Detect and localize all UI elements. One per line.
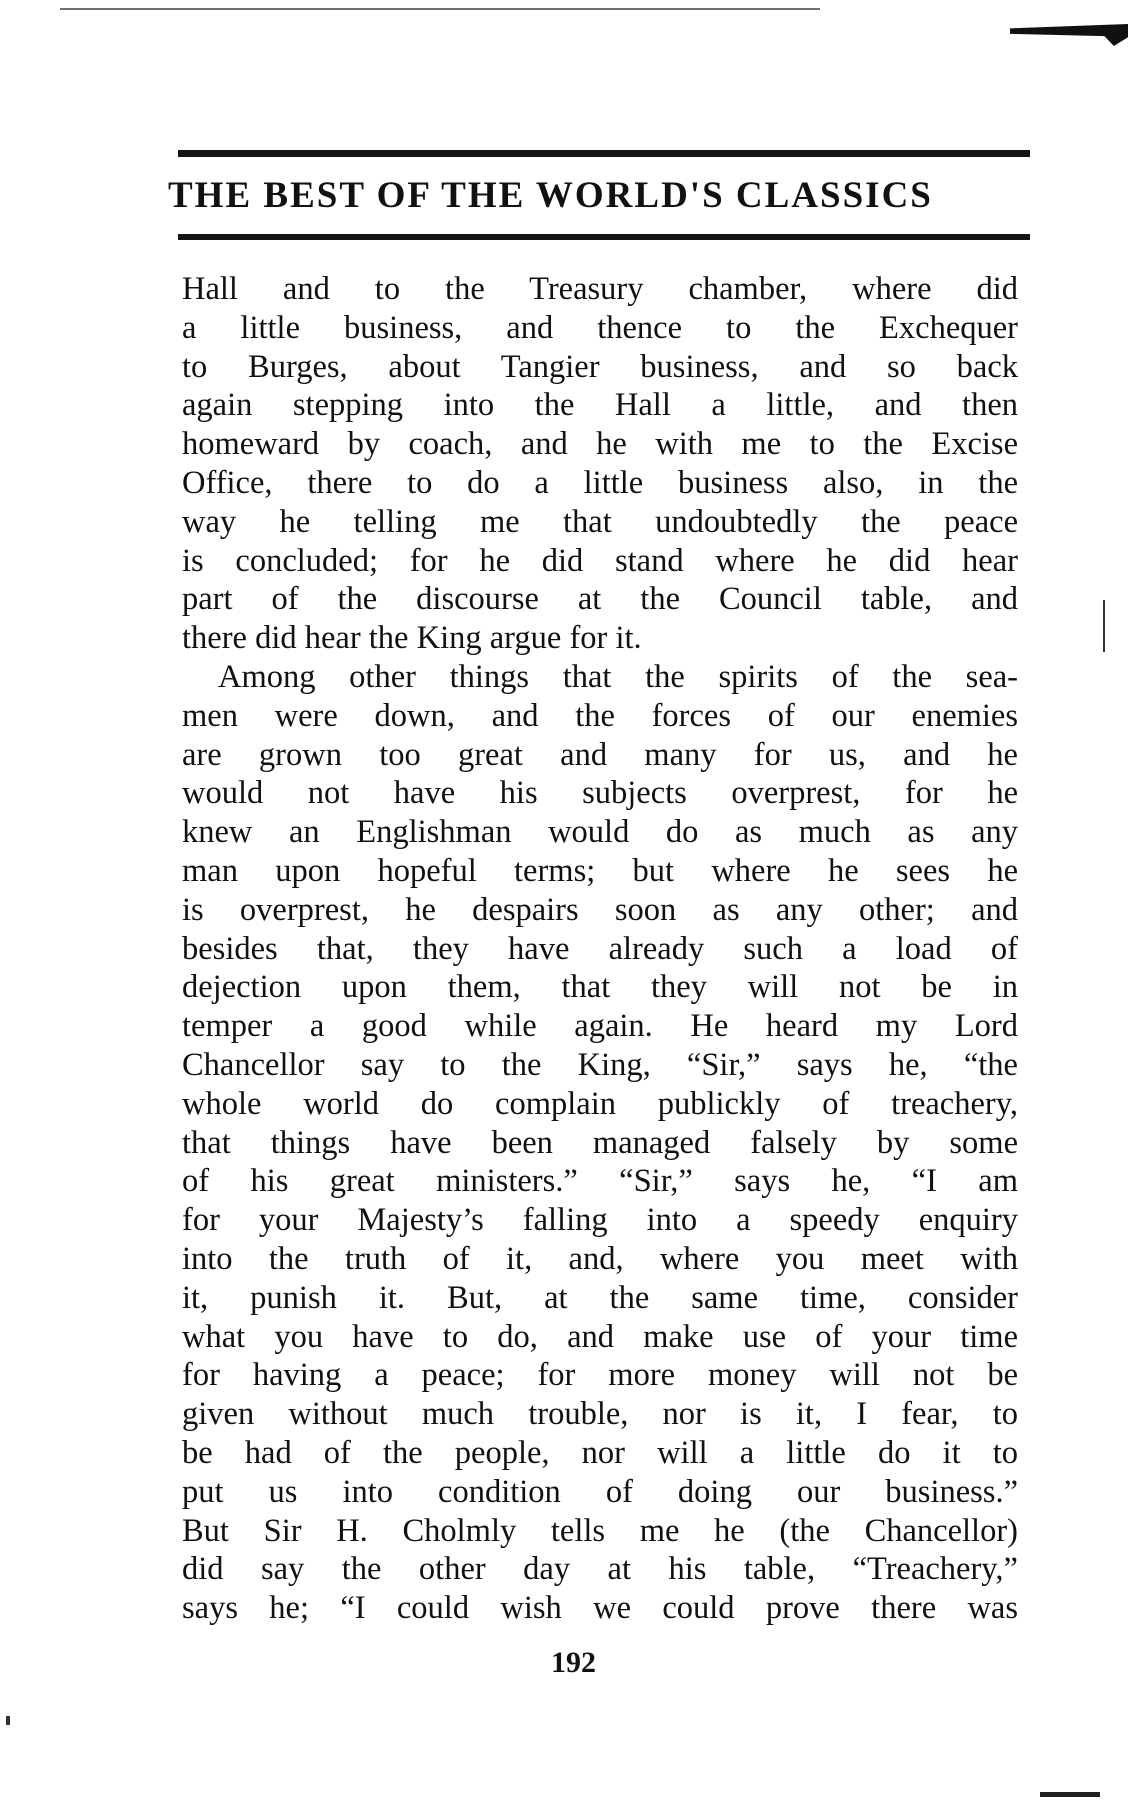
text-line: would not have his subjects overprest, for he [182, 775, 1018, 812]
text-line: what you have to do, and make use of your time [182, 1318, 1018, 1355]
corner-scan-mark [1040, 1792, 1100, 1797]
page-edge-line [60, 8, 820, 10]
paragraph-start-line: Among other things that the spirits of the sea- [218, 658, 1018, 695]
body-text [182, 270, 1018, 1628]
text-line: given without much trouble, nor is it, I fear, to [182, 1396, 1018, 1433]
text-line: whole world do complain publickly of treachery, [182, 1085, 1018, 1122]
text-line: Office, there to do a little business also, in the [182, 464, 1018, 501]
text-line: besides that, they have already such a load of [182, 930, 1018, 967]
scan-edge-mark [1010, 24, 1128, 46]
text-line: men were down, and the forces of our enemies [182, 697, 1018, 734]
page-number: 192 [551, 1646, 596, 1679]
header-rule-bottom [178, 234, 1030, 240]
text-line: is concluded; for he did stand where he did hear [182, 542, 1018, 579]
text-line: way he telling me that undoubtedly the peace [182, 503, 1018, 540]
text-line: part of the discourse at the Council table, and [182, 581, 1018, 618]
text-line: into the truth of it, and, where you meet with [182, 1240, 1018, 1277]
text-line: to Burges, about Tangier business, and so back [182, 348, 1018, 385]
text-line: of his great ministers.” “Sir,” says he, “I am [182, 1163, 1018, 1200]
text-line: But Sir H. Cholmly tells me he (the Chancellor) [182, 1512, 1018, 1549]
text-line: knew an Englishman would do as much as any [182, 814, 1018, 851]
header-rule-top [178, 150, 1030, 157]
text-line: Chancellor say to the King, “Sir,” says he, “the [182, 1046, 1018, 1083]
scan-speck [6, 1716, 10, 1725]
text-line: homeward by coach, and he with me to the Excise [182, 426, 1018, 463]
text-line: is overprest, he despairs soon as any other; and [182, 891, 1018, 928]
text-line: there did hear the King argue for it. [182, 620, 642, 657]
text-line: put us into condition of doing our business.” [182, 1473, 1018, 1510]
text-line: dejection upon them, that they will not be in [182, 969, 1018, 1006]
text-line: again stepping into the Hall a little, and then [182, 387, 1018, 424]
text-line: it, punish it. But, at the same time, consider [182, 1279, 1018, 1316]
text-line: temper a good while again. He heard my Lord [182, 1008, 1018, 1045]
text-line: did say the other day at his table, “Treachery,” [182, 1551, 1018, 1588]
running-header-title: THE BEST OF THE WORLD'S CLASSICS [168, 175, 933, 216]
text-line: that things have been managed falsely by some [182, 1124, 1018, 1161]
text-line: for having a peace; for more money will not be [182, 1357, 1018, 1394]
text-line: Hall and to the Treasury chamber, where did [182, 271, 1018, 307]
text-line: be had of the people, nor will a little do it to [182, 1434, 1018, 1471]
text-line: for your Majesty’s falling into a speedy enquiry [182, 1202, 1018, 1239]
margin-mark [1103, 600, 1105, 652]
text-line: a little business, and thence to the Exchequer [182, 309, 1018, 346]
text-line: are grown too great and many for us, and he [182, 736, 1018, 773]
text-line: man upon hopeful terms; but where he sees he [182, 852, 1018, 889]
text-line: says he; “I could wish we could prove there was [182, 1590, 1018, 1627]
